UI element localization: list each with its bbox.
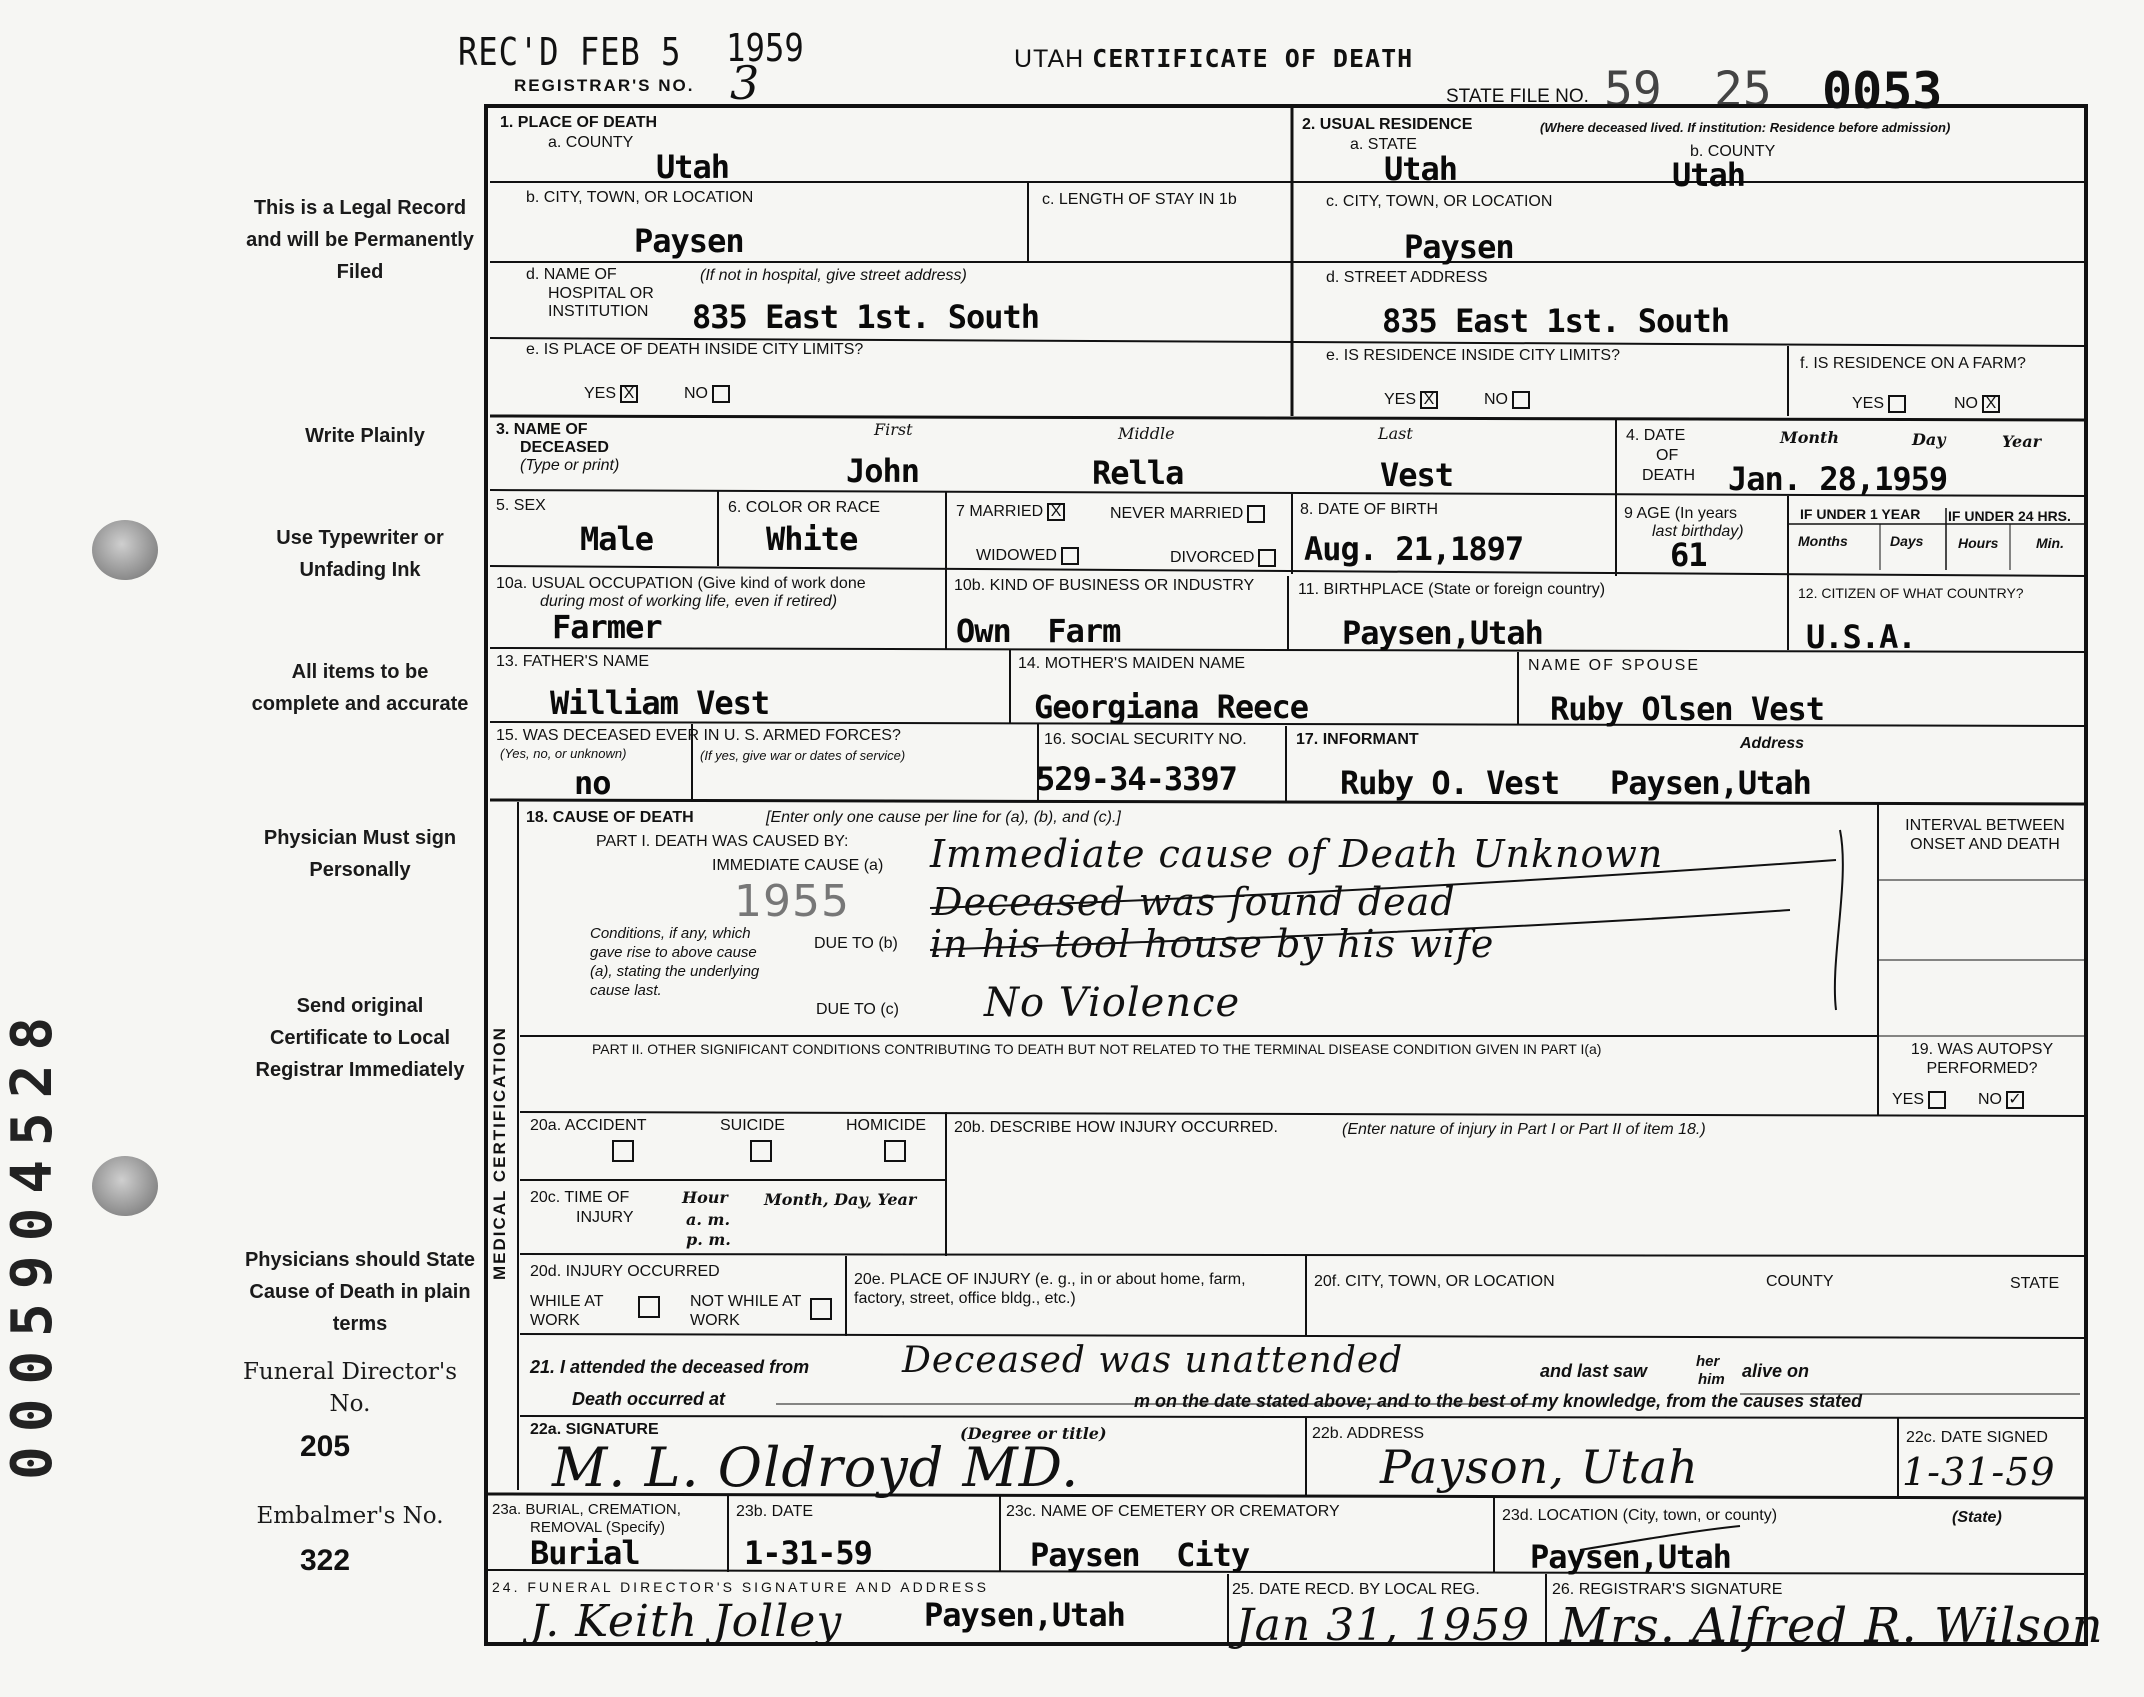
state-file-label: STATE FILE NO. xyxy=(1446,86,1589,107)
burial-date-value: 1-31-59 xyxy=(744,1534,872,1572)
death-inside-yes-checkbox[interactable]: X xyxy=(620,385,638,403)
certificate-title-text: CERTIFICATE OF DEATH xyxy=(1092,44,1414,73)
armed-forces-value: no xyxy=(574,764,611,802)
occupation-label-1: 10a. USUAL OCCUPATION (Give kind of work done xyxy=(496,575,866,592)
yes-label: YES xyxy=(1384,391,1417,408)
margin-typewriter: Use Typewriter or Unfading Ink xyxy=(276,527,444,581)
received-stamp: REC'D FEB 5 xyxy=(458,30,682,74)
embalmer-no: 322 xyxy=(300,1544,351,1577)
res-city-value: Paysen xyxy=(1404,228,1514,266)
date-recd-label: 25. DATE RECD. BY LOCAL REG. xyxy=(1232,1581,1480,1598)
injury-county-label: COUNTY xyxy=(1766,1273,1834,1290)
age-label-1: 9 AGE (In years xyxy=(1624,505,1737,522)
business-value: Own Farm xyxy=(956,612,1121,650)
funeral-signature-label: 24. FUNERAL DIRECTOR'S SIGNATURE AND ADDRESS xyxy=(492,1579,989,1595)
burial-label-2: REMOVAL (Specify) xyxy=(530,1519,666,1536)
res-farm-label: f. IS RESIDENCE ON A FARM? xyxy=(1800,355,2026,372)
burial-location-value: Paysen,Utah xyxy=(1530,1538,1731,1576)
no-label: NO xyxy=(1978,1091,2002,1108)
farm-yes xyxy=(1852,394,1906,413)
death-city-value: Paysen xyxy=(634,222,744,260)
res-street-value: 835 East 1st. South xyxy=(1382,302,1730,340)
length-of-stay-label: c. LENGTH OF STAY IN 1b xyxy=(1042,191,1237,208)
cemetery-value: Paysen City xyxy=(1030,1536,1250,1574)
occupation-value: Farmer xyxy=(552,608,662,646)
sex-label: 5. SEX xyxy=(496,497,546,514)
never-married-label xyxy=(1110,504,1265,523)
burial-location-label: 23d. LOCATION (City, town, or county) xyxy=(1502,1507,1778,1524)
informant-label: 17. INFORMANT xyxy=(1296,731,1419,748)
days-label: Days xyxy=(1890,533,1924,549)
min-label: Min. xyxy=(2036,535,2064,551)
no-label: NO xyxy=(684,385,708,402)
first-label: First xyxy=(874,420,913,439)
last-saw-label: and last saw xyxy=(1540,1361,1648,1381)
signature-label: 22a. SIGNATURE xyxy=(530,1421,659,1438)
age-label-2: last birthday) xyxy=(1652,523,1744,540)
birth-date-label: 8. DATE OF BIRTH xyxy=(1300,501,1439,518)
attended-value: Deceased was unattended xyxy=(902,1340,1404,1381)
death-inside-limits-label: e. IS PLACE OF DEATH INSIDE CITY LIMITS? xyxy=(526,341,864,358)
age-value: 61 xyxy=(1670,536,1707,574)
him-label: him xyxy=(1698,1371,1725,1388)
while-at-work-label: WHILE AT WORK xyxy=(530,1293,604,1329)
while-at-work-checkbox[interactable] xyxy=(638,1296,660,1318)
cemetery-label: 23c. NAME OF CEMETERY OR CREMATORY xyxy=(1006,1503,1340,1520)
informant-address-value: Paysen,Utah xyxy=(1610,764,1811,802)
armed-note-1: (Yes, no, or unknown) xyxy=(500,746,627,761)
armed-note-2: (If yes, give war or dates of service) xyxy=(700,748,906,763)
autopsy-label: 19. WAS AUTOPSY PERFORMED? xyxy=(1910,1041,2054,1077)
birthplace-label: 11. BIRTHPLACE (State or foreign country) xyxy=(1298,581,1606,598)
due-to-b-label: DUE TO (b) xyxy=(814,935,898,952)
res-state-value: Utah xyxy=(1384,150,1458,188)
received-year: 1959 xyxy=(726,26,804,70)
registrar-signature-label: 26. REGISTRAR'S SIGNATURE xyxy=(1552,1581,1783,1598)
margin-write-plainly: Write Plainly xyxy=(305,425,425,447)
res-city-label: c. CITY, TOWN, OR LOCATION xyxy=(1326,193,1553,210)
certificate-title-state: UTAH xyxy=(1014,45,1085,73)
name-label-3: (Type or print) xyxy=(520,457,620,474)
farm-no-checkbox[interactable]: X xyxy=(1982,395,2000,413)
under-24-hrs-label: IF UNDER 24 HRS. xyxy=(1948,508,2071,524)
registrar-no: 3 xyxy=(730,56,761,110)
part1-label: PART I. DEATH WAS CAUSED BY: xyxy=(596,833,849,850)
yes-label: YES xyxy=(584,385,617,402)
last-label: Last xyxy=(1378,424,1413,443)
margin-legal-record: This is a Legal Record and will be Permanently Filed xyxy=(246,197,474,283)
place-of-death-label: 1. PLACE OF DEATH xyxy=(500,114,658,131)
farm-no xyxy=(1954,394,2000,413)
last-name-value: Vest xyxy=(1380,456,1454,494)
death-inside-no-checkbox[interactable] xyxy=(712,385,730,403)
not-while-at-work-checkbox[interactable] xyxy=(810,1298,832,1320)
state-file-no-a: 59 xyxy=(1604,62,1662,118)
injury-how-label: 20b. DESCRIBE HOW INJURY OCCURRED. xyxy=(954,1119,1278,1136)
funeral-director-signature: J. Keith Jolley xyxy=(530,1596,843,1647)
time-of-injury-label-1: 20c. TIME OF xyxy=(530,1189,630,1206)
date-signed-value: 1-31-59 xyxy=(1902,1450,2056,1494)
never-married-checkbox[interactable] xyxy=(1247,505,1265,523)
birth-date-value: Aug. 21,1897 xyxy=(1304,530,1524,568)
hours-label: Hours xyxy=(1958,535,1999,551)
months-label: Months xyxy=(1798,533,1848,549)
margin-cause-of-death: Physicians should State Cause of Death in plain terms xyxy=(244,1249,476,1335)
injury-city-label: 20f. CITY, TOWN, OR LOCATION xyxy=(1314,1273,1555,1290)
injury-occurred-label: 20d. INJURY OCCURRED xyxy=(530,1263,720,1280)
citizen-label: 12. CITIZEN OF WHAT COUNTRY? xyxy=(1798,585,2024,601)
immediate-cause-value: Immediate cause of Death Unknown xyxy=(930,832,1664,876)
res-county-value: Utah xyxy=(1672,156,1746,194)
state-file-no-b: 25 xyxy=(1714,62,1772,118)
married-checkbox[interactable]: X xyxy=(1047,503,1065,521)
res-state-label: a. STATE xyxy=(1350,136,1417,153)
year-label: Year xyxy=(2002,432,2042,451)
immediate-cause-label: IMMEDIATE CAUSE (a) xyxy=(712,857,884,874)
married-label xyxy=(956,502,1065,521)
embalmer-no-label: Embalmer's No. xyxy=(256,1503,444,1529)
hospital-label-3: INSTITUTION xyxy=(548,303,649,320)
margin-physician: Physician Must sign Personally xyxy=(263,827,457,881)
father-value: William Vest xyxy=(550,684,770,722)
name-label-2: DECEASED xyxy=(520,439,609,456)
res-inside-no-checkbox[interactable] xyxy=(1512,391,1530,409)
suicide-checkbox[interactable] xyxy=(750,1140,772,1162)
residence-label: 2. USUAL RESIDENCE xyxy=(1302,116,1473,133)
res-inside-limits-label: e. IS RESIDENCE INSIDE CITY LIMITS? xyxy=(1326,347,1620,364)
autopsy-yes-checkbox[interactable] xyxy=(1928,1091,1946,1109)
physician-signature: M. L. Oldroyd MD. xyxy=(552,1436,1080,1499)
county-label: a. COUNTY xyxy=(548,134,634,151)
month-label: Month xyxy=(1780,428,1840,447)
ssn-value: 529-34-3397 xyxy=(1036,760,1237,798)
color-label: 6. COLOR OR RACE xyxy=(728,499,881,516)
margin-send-original: Send original Certificate to Local Registrar Immediately xyxy=(255,995,465,1081)
armed-forces-label: 15. WAS DECEASED EVER IN U. S. ARMED FORCES? xyxy=(496,727,901,744)
death-inside-limits-no xyxy=(684,384,730,403)
occupation-label-2: during most of working life, even if retired) xyxy=(540,593,838,610)
am-label: a. m. xyxy=(686,1210,731,1229)
first-name-value: John xyxy=(846,452,920,490)
yes-label: YES xyxy=(1892,1091,1925,1108)
due-to-b-line2: in his tool house by his wife xyxy=(930,922,1495,966)
medical-certification-side-label: MEDICAL CERTIFICATION xyxy=(490,1026,509,1280)
middle-label: Middle xyxy=(1118,424,1175,443)
father-label: 13. FATHER'S NAME xyxy=(496,653,650,670)
res-inside-yes-checkbox[interactable]: X xyxy=(1420,391,1438,409)
mdy-label: Month, Day, Year xyxy=(764,1190,917,1209)
hospital-label-1: d. NAME OF xyxy=(526,266,617,283)
informant-address-label: Address xyxy=(1740,735,1805,752)
place-of-injury-label: 20e. PLACE OF INJURY (e. g., in or about home, farm, factory, street, office bldg., etc.) xyxy=(854,1271,1246,1307)
res-inside-yes xyxy=(1384,390,1438,409)
interval-label: INTERVAL BETWEEN ONSET AND DEATH xyxy=(1905,817,2065,853)
burial-date-label: 23b. DATE xyxy=(736,1503,814,1520)
under-1-year-label: IF UNDER 1 YEAR xyxy=(1800,506,1921,522)
middle-name-value: Rella xyxy=(1092,454,1184,492)
conditions-note: Conditions, if any, which gave rise to above cause (a), stating the underlying cause last. xyxy=(590,925,760,999)
spouse-label: NAME OF SPOUSE xyxy=(1528,657,1701,674)
her-label: her xyxy=(1696,1353,1720,1370)
homicide-label: HOMICIDE xyxy=(846,1117,926,1134)
pm-label: p. m. xyxy=(686,1230,731,1249)
autopsy-yes xyxy=(1892,1090,1946,1109)
divorced-label xyxy=(1170,548,1276,567)
mother-label: 14. MOTHER'S MAIDEN NAME xyxy=(1018,655,1246,672)
death-county-value: Utah xyxy=(656,148,730,186)
date-recd-value: Jan 31, 1959 xyxy=(1236,1600,1531,1651)
res-street-label: d. STREET ADDRESS xyxy=(1326,269,1488,286)
accident-label: 20a. ACCIDENT xyxy=(530,1117,647,1134)
never-married-text: NEVER MARRIED xyxy=(1110,505,1244,522)
death-date-label-2: OF xyxy=(1656,447,1679,464)
hospital-note: (If not in hospital, give street address) xyxy=(700,267,967,284)
spouse-value: Ruby Olsen Vest xyxy=(1550,690,1824,728)
time-of-injury-label-2: INJURY xyxy=(576,1209,634,1226)
death-inside-limits-yes xyxy=(584,384,638,403)
burial-value: Burial xyxy=(530,1534,640,1572)
cause-of-death-label: 18. CAUSE OF DEATH xyxy=(526,809,694,826)
injury-how-note: (Enter nature of injury in Part I or Part II of item 18.) xyxy=(1342,1121,1706,1138)
farm-yes-checkbox[interactable] xyxy=(1888,395,1906,413)
burial-state-label: (State) xyxy=(1952,1509,2002,1526)
state-file-no-c: 0053 xyxy=(1822,62,1943,120)
business-label: 10b. KIND OF BUSINESS OR INDUSTRY xyxy=(954,577,1255,594)
widowed-checkbox[interactable] xyxy=(1061,547,1079,565)
widowed-label xyxy=(976,546,1079,565)
funeral-director-no-label: Funeral Director's No. xyxy=(242,1359,458,1417)
res-inside-no xyxy=(1484,390,1530,409)
date-signed-label: 22c. DATE SIGNED xyxy=(1906,1429,2048,1446)
injury-state-label: STATE xyxy=(2010,1275,2060,1292)
yes-label: YES xyxy=(1852,395,1885,412)
death-occurred-at-label: Death occurred at xyxy=(572,1389,726,1409)
day-label: Day xyxy=(1912,430,1946,449)
physician-address: Payson, Utah xyxy=(1380,1440,1699,1494)
autopsy-no xyxy=(1978,1090,2024,1109)
burial-label-1: 23a. BURIAL, CREMATION, xyxy=(492,1501,681,1518)
hour-label: Hour xyxy=(682,1188,728,1207)
autopsy-no-checkbox[interactable]: ✓ xyxy=(2006,1091,2024,1109)
name-label-1: 3. NAME OF xyxy=(496,421,588,438)
ssn-label: 16. SOCIAL SECURITY NO. xyxy=(1044,731,1247,748)
margin-complete: All items to be complete and accurate xyxy=(251,661,469,715)
due-to-c-label: DUE TO (c) xyxy=(816,1001,899,1018)
no-label: NO xyxy=(1954,395,1978,412)
married-text: 7 MARRIED xyxy=(956,503,1044,520)
mother-value: Georgiana Reece xyxy=(1034,688,1308,726)
due-to-c-value: No Violence xyxy=(984,980,1241,1026)
suicide-label: SUICIDE xyxy=(720,1117,785,1134)
birthplace-value: Paysen,Utah xyxy=(1342,614,1543,652)
funeral-director-address: Paysen,Utah xyxy=(924,1596,1125,1634)
death-occurred-at-tail: m on the date stated above; and to the best of my knowledge, from the causes stated xyxy=(1134,1391,1863,1411)
physician-address-label: 22b. ADDRESS xyxy=(1312,1425,1425,1442)
attended-label: 21. I attended the deceased from xyxy=(530,1357,810,1377)
funeral-director-no: 205 xyxy=(300,1430,351,1463)
cause-note: [Enter only one cause per line for (a), (b), and (c).] xyxy=(766,809,1121,826)
penciled-year: 1955 xyxy=(734,876,850,927)
registrar-no-label: REGISTRAR'S NO. xyxy=(514,76,695,95)
alive-on-label: alive on xyxy=(1742,1361,1810,1381)
homicide-checkbox[interactable] xyxy=(884,1140,906,1162)
not-while-at-work-label: NOT WHILE AT WORK xyxy=(690,1293,802,1329)
informant-value: Ruby O. Vest xyxy=(1340,764,1560,802)
part2-label: PART II. OTHER SIGNIFICANT CONDITIONS CONTRIBUTING TO DEATH BUT NOT RELATED TO THE TERMINAL DISEASE CONDITION GIVEN IN PART I(a) xyxy=(592,1041,1602,1057)
divorced-checkbox[interactable] xyxy=(1258,549,1276,567)
death-city-label: b. CITY, TOWN, OR LOCATION xyxy=(526,189,754,206)
color-value: White xyxy=(766,520,858,558)
hospital-label-2: HOSPITAL OR xyxy=(548,285,654,302)
due-to-b-line1: Deceased was found dead xyxy=(932,880,1456,924)
hospital-value: 835 East 1st. South xyxy=(692,298,1040,336)
no-label: NO xyxy=(1484,391,1508,408)
sex-value: Male xyxy=(580,520,654,558)
divorced-text: DIVORCED xyxy=(1170,549,1255,566)
registrar-signature: Mrs. Alfred R. Wilson xyxy=(1560,1598,2104,1654)
res-county-label: b. COUNTY xyxy=(1690,143,1776,160)
residence-note: (Where deceased lived. If institution: Residence before admission) xyxy=(1540,120,1951,135)
citizen-value: U.S.A. xyxy=(1806,618,1916,656)
date-of-death-value: Jan. 28,1959 xyxy=(1728,460,1948,498)
degree-label: (Degree or title) xyxy=(960,1424,1107,1443)
serial-number: 0005904528 xyxy=(0,1002,65,1480)
accident-checkbox[interactable] xyxy=(612,1140,634,1162)
widowed-text: WIDOWED xyxy=(976,547,1057,564)
death-date-label-3: DEATH xyxy=(1642,467,1696,484)
death-date-label-1: 4. DATE xyxy=(1626,427,1686,444)
